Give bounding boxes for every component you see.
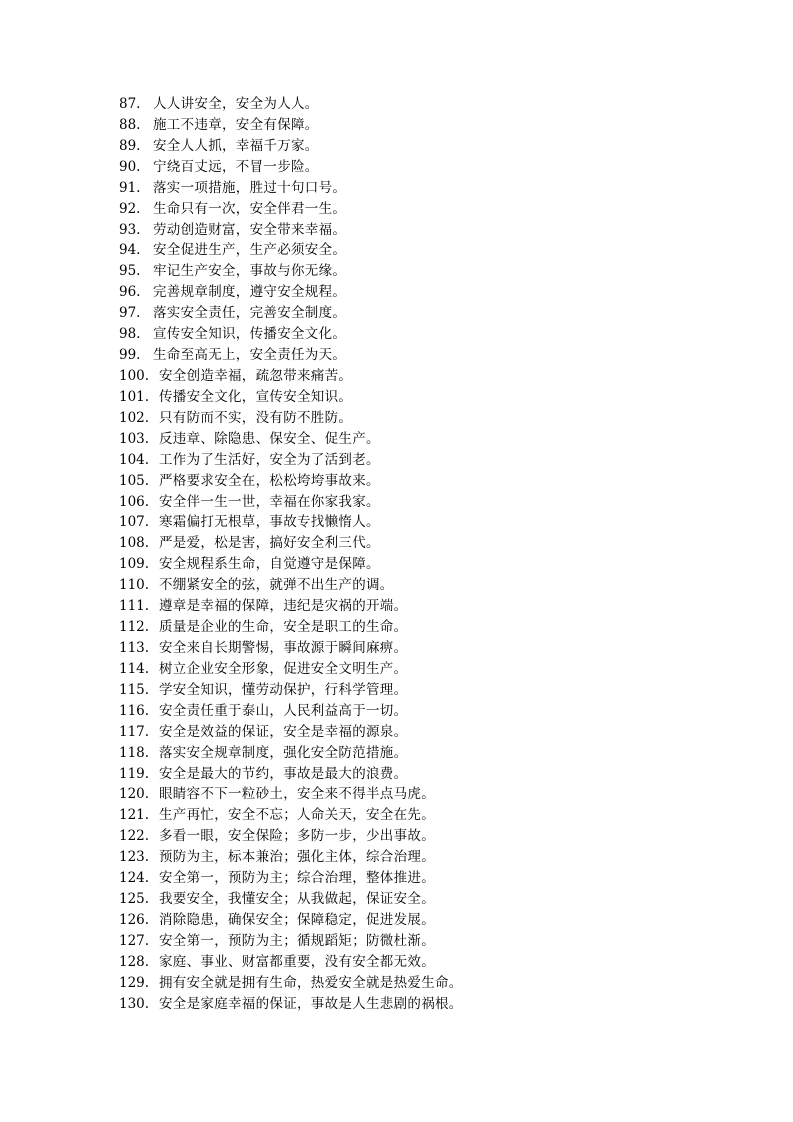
item-number: 118. [119,744,150,761]
list-item [119,471,463,492]
item-text: 遵章是幸福的保障，违纪是灾祸的开端。 [159,598,408,615]
item-number: 107. [119,514,150,531]
item-number: 102. [119,409,150,426]
slogan-list [119,94,463,1015]
list-item [119,408,463,429]
item-number: 124. [119,870,150,887]
item-text: 安全促进生产，生产必须安全。 [153,242,347,259]
list-item [119,575,463,596]
item-text: 生命至高无上，安全责任为天。 [153,347,347,364]
item-text: 安全是家庭幸福的保证，事故是人生悲剧的祸根。 [159,995,463,1012]
item-text: 树立企业安全形象，促进安全文明生产。 [159,660,408,677]
item-number: 94. [119,242,141,259]
list-item [119,387,463,408]
item-number: 114. [119,660,150,677]
item-number: 127. [119,932,150,949]
item-text: 宣传安全知识，传播安全文化。 [153,326,347,343]
item-number: 122. [119,828,150,845]
item-text: 安全伴一生一世，幸福在你家我家。 [159,493,380,510]
item-number: 96. [119,284,141,301]
item-text: 安全责任重于泰山，人民利益高于一切。 [159,702,408,719]
item-text: 拥有安全就是拥有生命，热爱安全就是热爱生命。 [159,974,463,991]
list-item [119,554,463,575]
list-item [119,617,463,638]
item-text: 落实一项措施，胜过十句口号。 [153,179,347,196]
list-item [119,826,463,847]
list-item [119,533,463,554]
item-text: 工作为了生活好，安全为了活到老。 [159,451,380,468]
item-number: 101. [119,388,150,405]
list-item [119,282,463,303]
list-item [119,157,463,178]
list-item [119,596,463,617]
item-text: 完善规章制度，遵守安全规程。 [153,284,347,301]
item-number: 106. [119,493,150,510]
item-text: 安全来自长期警惕，事故源于瞬间麻痹。 [159,639,408,656]
list-item [119,324,463,345]
item-number: 88. [119,116,141,133]
list-item [119,722,463,743]
item-number: 126. [119,911,150,928]
list-item [119,659,463,680]
item-text: 严格要求安全在，松松垮垮事故来。 [159,472,380,489]
item-text: 安全创造幸福，疏忽带来痛苦。 [159,367,353,384]
list-item [119,784,463,805]
list-item [119,492,463,513]
item-number: 113. [119,639,150,656]
list-item [119,345,463,366]
item-number: 89. [119,137,141,154]
list-item [119,889,463,910]
item-number: 92. [119,200,141,217]
item-number: 117. [119,723,150,740]
list-item [119,261,463,282]
item-number: 108. [119,535,150,552]
item-number: 100. [119,367,150,384]
list-item [119,638,463,659]
item-text: 安全是效益的保证，安全是幸福的源泉。 [159,723,408,740]
item-text: 落实安全规章制度，强化安全防范措施。 [159,744,408,761]
item-text: 预防为主，标本兼治；强化主体，综合治理。 [159,849,435,866]
item-text: 我要安全，我懂安全；从我做起，保证安全。 [159,891,435,908]
item-number: 93. [119,221,141,238]
item-text: 质量是企业的生命，安全是职工的生命。 [159,619,408,636]
list-item [119,847,463,868]
item-text: 安全人人抓，幸福千万家。 [153,137,319,154]
list-item [119,429,463,450]
item-text: 不绷紧安全的弦，就弹不出生产的调。 [159,577,394,594]
item-number: 111. [119,598,150,615]
list-item [119,868,463,889]
item-number: 99. [119,347,141,364]
item-number: 87. [119,96,141,112]
item-number: 104. [119,451,150,468]
item-number: 91. [119,179,141,196]
list-item [119,680,463,701]
list-item [119,764,463,785]
item-text: 生产再忙，安全不忘；人命关天，安全在先。 [159,807,435,824]
list-item [119,931,463,952]
list-item [119,115,463,136]
item-number: 116. [119,702,150,719]
item-text: 多看一眼，安全保险；多防一步，少出事故。 [159,828,435,845]
list-item [119,512,463,533]
item-number: 95. [119,263,141,280]
list-item [119,952,463,973]
item-number: 121. [119,807,150,824]
item-number: 112. [119,619,150,636]
item-number: 128. [119,953,150,970]
list-item [119,94,463,115]
item-text: 安全第一，预防为主；综合治理，整体推进。 [159,870,435,887]
list-item [119,450,463,471]
item-number: 90. [119,158,141,175]
item-text: 严是爱，松是害，搞好安全利三代。 [159,535,380,552]
item-number: 110. [119,577,150,594]
item-number: 105. [119,472,150,489]
list-item [119,701,463,722]
item-text: 劳动创造财富，安全带来幸福。 [153,221,347,238]
item-text: 宁绕百丈远，不冒一步险。 [153,158,319,175]
item-text: 施工不违章，安全有保障。 [153,116,319,133]
item-number: 123. [119,849,150,866]
item-number: 130. [119,995,150,1012]
list-item [119,743,463,764]
list-item [119,366,463,387]
item-text: 学安全知识，懂劳动保护，行科学管理。 [159,681,408,698]
item-number: 109. [119,556,150,573]
item-text: 人人讲安全，安全为人人。 [153,96,319,112]
list-item [119,220,463,241]
item-text: 牢记生产安全，事故与你无缘。 [153,263,347,280]
item-number: 120. [119,786,150,803]
item-text: 眼睛容不下一粒砂土，安全来不得半点马虎。 [159,786,435,803]
list-item [119,910,463,931]
item-text: 安全规程系生命，自觉遵守是保障。 [159,556,380,573]
item-text: 反违章、除隐患、保安全、促生产。 [159,430,380,447]
item-text: 生命只有一次，安全伴君一生。 [153,200,347,217]
item-number: 125. [119,891,150,908]
item-text: 安全是最大的节约，事故是最大的浪费。 [159,765,408,782]
item-text: 落实安全责任，完善安全制度。 [153,305,347,322]
list-item [119,199,463,220]
list-item [119,805,463,826]
item-number: 129. [119,974,150,991]
item-number: 115. [119,681,150,698]
item-number: 98. [119,326,141,343]
list-item [119,240,463,261]
item-text: 安全第一，预防为主；循规蹈矩；防微杜渐。 [159,932,435,949]
item-number: 103. [119,430,150,447]
list-item [119,973,463,994]
list-item [119,136,463,157]
item-text: 消除隐患，确保安全；保障稳定，促进发展。 [159,911,435,928]
item-text: 传播安全文化，宣传安全知识。 [159,388,353,405]
list-item [119,994,463,1015]
item-text: 只有防而不实，没有防不胜防。 [159,409,353,426]
list-item [119,178,463,199]
list-item [119,303,463,324]
item-number: 119. [119,765,150,782]
item-text: 寒霜偏打无根草，事故专找懒惰人。 [159,514,380,531]
item-number: 97. [119,305,141,322]
item-text: 家庭、事业、财富都重要，没有安全都无效。 [159,953,435,970]
